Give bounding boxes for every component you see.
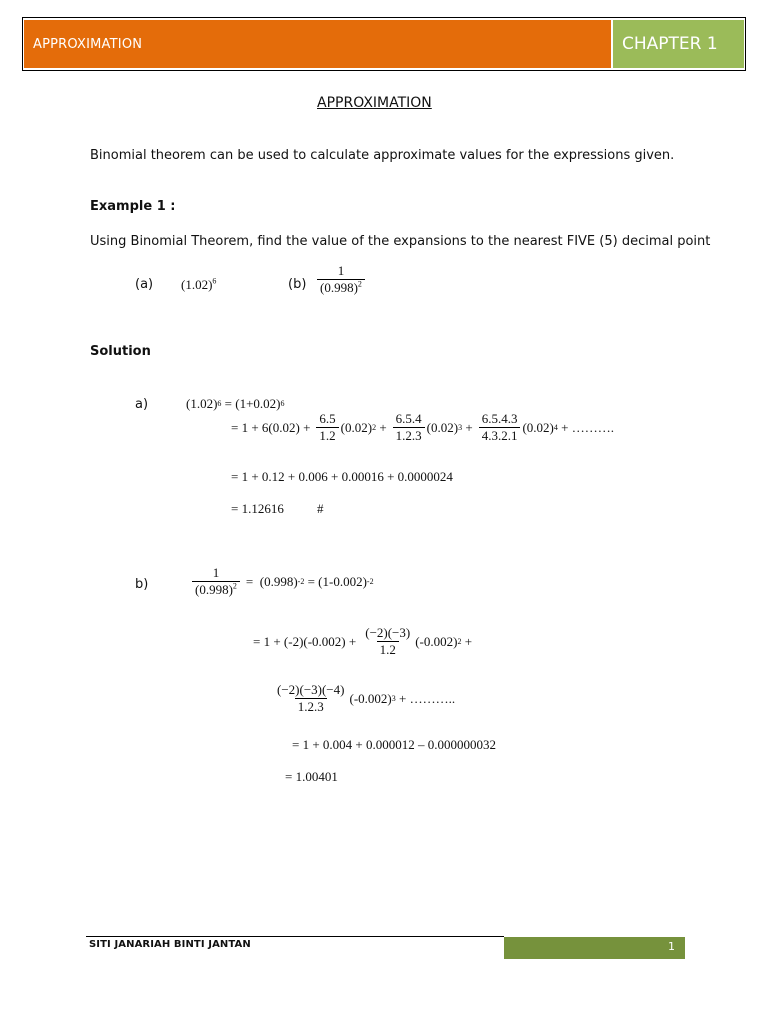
- header-title: APPROXIMATION: [33, 37, 143, 52]
- part-a-exponent: 6: [212, 276, 217, 286]
- solution-b-line2: = 1 + (-2)(-0.002) + $\frac{(-2)(-3)}{1.2}$ (-0.002) 2 +: [253, 625, 473, 657]
- solution-a-result: = 1.12616: [231, 501, 284, 516]
- sa-plus2: +: [462, 419, 473, 435]
- footer-bar: [504, 937, 685, 959]
- part-b-den-exponent: 2: [357, 279, 362, 289]
- part-b-numerator: 1: [337, 263, 345, 278]
- part-b-denominator: (0.998): [320, 280, 358, 295]
- sa-l2-start: = 1 + 6(0.02) +: [231, 419, 311, 435]
- solution-b-line1: $\frac{1}{(0.998)^2}$ = (0.998) -2 = (1-0.002) -2: [190, 566, 374, 597]
- sa-l1-eq: = (1+0.02): [221, 396, 281, 411]
- sb-t2: (-0.002): [349, 690, 392, 706]
- example-question: Using Binomial Theorem, find the value of the expansions to the nearest FIVE (5) decimal point: [90, 234, 711, 249]
- sa-t3: (0.02): [522, 419, 554, 435]
- part-b-label: (b): [288, 277, 307, 292]
- sb-t1: (-0.002): [415, 633, 458, 649]
- sb-f1-den: 1.2: [377, 641, 399, 657]
- solution-b-label: b): [135, 577, 149, 592]
- sb-f0-num: 1: [212, 565, 220, 580]
- solution-heading: Solution: [90, 344, 151, 359]
- sb-f1-num: (−2)(−3): [365, 625, 411, 640]
- part-a-expression: [181, 277, 216, 293]
- sb-f0-den: (0.998): [195, 582, 233, 597]
- solution-a-end-mark: #: [317, 501, 324, 516]
- solution-a-line2: = 1 + 6(0.02) + $\frac{6.5}{1.2}$ (0.02) 2 + $\frac{6.5.4}{1.2.3}$ (0.02) 3 + $\frac{6.5.4.3}{4.3.2.1}$ (0.02) 4 + ……….: [231, 411, 614, 443]
- example-heading: Example 1 :: [90, 199, 176, 214]
- part-a-base: (1.02): [181, 277, 213, 292]
- sa-t1: (0.02): [340, 419, 373, 435]
- part-b-fraction: [315, 264, 367, 295]
- sa-plus1: +: [376, 419, 387, 435]
- sa-t2: (0.02): [426, 419, 459, 435]
- sb-plus1: +: [461, 633, 473, 649]
- footer-rule: [86, 936, 504, 937]
- sa-f2-den: 1.2.3: [393, 427, 425, 443]
- solution-a-label: a): [135, 397, 149, 412]
- sa-f2-num: 6.5.4: [395, 411, 422, 426]
- document-title: APPROXIMATION: [317, 95, 432, 111]
- chapter-label: CHAPTER 1: [622, 34, 718, 54]
- sa-f1-num: 6.5: [319, 411, 336, 426]
- solution-b-line3: $\frac{(-2)(-3)(-4)}{1.2.3}$ (-0.002) 3 + ………..: [272, 683, 455, 714]
- sb-l1-eq: = (0.998): [245, 573, 298, 589]
- sa-f3-den: 4.3.2.1: [479, 427, 521, 443]
- solution-a-line3: = 1 + 0.12 + 0.006 + 0.00016 + 0.0000024: [231, 469, 453, 484]
- footer-page-number: 1: [668, 940, 675, 953]
- sb-f2-den: 1.2.3: [295, 698, 327, 714]
- footer-author: SITI JANARIAH BINTI JANTAN: [89, 939, 251, 950]
- sa-f3-num: 6.5.4.3: [481, 411, 518, 426]
- sa-f1-den: 1.2: [316, 427, 338, 443]
- solution-b-result: = 1.00401: [285, 769, 338, 784]
- solution-b-line4: = 1 + 0.004 + 0.000012 – 0.000000032: [292, 737, 496, 752]
- sa-l1-base: (1.02): [186, 396, 218, 411]
- sb-l1-eq2: = (1-0.002): [304, 573, 367, 589]
- sb-f2-num: (−2)(−3)(−4): [277, 682, 345, 697]
- sb-l2-start: = 1 + (-2)(-0.002) +: [253, 633, 357, 649]
- intro-text: Binomial theorem can be used to calculate approximate values for the expressions given.: [90, 148, 675, 163]
- part-a-label: (a): [135, 277, 154, 292]
- solution-a-line1: (1.02) 6 = (1+0.02) 6: [186, 396, 285, 411]
- sa-tail: + ……….: [557, 419, 614, 435]
- sb-f0-den-exp: 2: [232, 581, 237, 591]
- sb-tail: + ………..: [395, 690, 456, 706]
